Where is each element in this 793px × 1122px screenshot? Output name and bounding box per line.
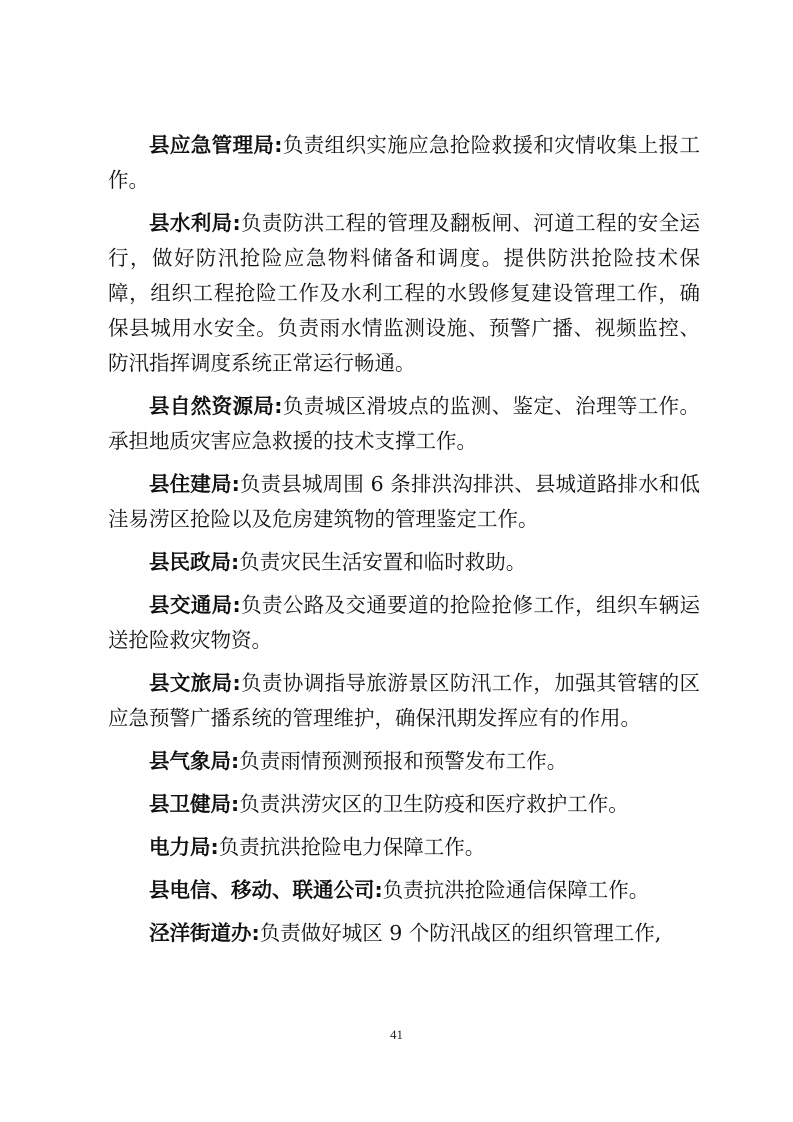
paragraph-text: 负责协调指导旅游景区防汛工作，加强其管辖的区应急预警广播系统的管理维护，确保汛期发挥应有的作用。 bbox=[108, 671, 701, 730]
paragraph-culture-tourism bbox=[108, 666, 700, 736]
paragraph-text: 负责灾民生活安置和临时救助。 bbox=[239, 550, 527, 574]
paragraph-emergency-management bbox=[108, 128, 700, 198]
org-name: 县民政局: bbox=[149, 550, 240, 574]
paragraph-text: 负责洪涝灾区的卫生防疫和医疗救护工作。 bbox=[239, 792, 629, 816]
org-name: 县自然资源局: bbox=[149, 394, 283, 418]
paragraph-housing-construction bbox=[108, 467, 700, 537]
org-name: 县应急管理局: bbox=[149, 133, 283, 157]
org-name: 电力局: bbox=[149, 835, 219, 859]
document-body bbox=[108, 128, 700, 959]
org-name: 泾洋街道办: bbox=[149, 921, 260, 945]
paragraph-text: 负责组织实施应急抢险救援和灾情收集上报工作。 bbox=[108, 133, 701, 192]
paragraph-text: 负责防洪工程的管理及翻板闸、河道工程的安全运行，做好防汛抢险应急物料储备和调度。提供防洪抢险技术保障，组织工程抢险工作及水利工程的水毁修复建设管理工作，确保县城用水安全。负责雨水情监测设施、预警广播、视频监控、防汛指挥调度系统正常运行畅通。 bbox=[108, 211, 701, 375]
paragraph-text: 负责城区滑坡点的监测、鉴定、治理等工作。承担地质灾害应急救援的技术支撑工作。 bbox=[108, 394, 701, 453]
paragraph-power bbox=[108, 830, 700, 865]
org-name: 县卫健局: bbox=[149, 792, 240, 816]
org-name: 县交通局: bbox=[149, 593, 241, 617]
paragraph-text: 负责抗洪抢险电力保障工作。 bbox=[218, 835, 486, 859]
paragraph-meteorology bbox=[108, 744, 700, 779]
org-name: 县水利局: bbox=[149, 211, 241, 235]
org-name: 县住建局: bbox=[149, 472, 240, 496]
paragraph-civil-affairs bbox=[108, 545, 700, 580]
page-number: 41 bbox=[390, 1027, 403, 1042]
org-name: 县文旅局: bbox=[149, 671, 241, 695]
paragraph-water-resources bbox=[108, 206, 700, 381]
paragraph-text: 负责做好城区 9 个防汛战区的组织管理工作, bbox=[259, 921, 662, 945]
paragraph-text: 负责雨情预测预报和预警发布工作。 bbox=[239, 749, 568, 773]
org-name: 县电信、移动、联通公司: bbox=[149, 878, 383, 902]
paragraph-text: 负责公路及交通要道的抢险抢修工作，组织车辆运送抢险救灾物资。 bbox=[108, 593, 701, 652]
paragraph-text: 负责县城周围 6 条排洪沟排洪、县城道路排水和低洼易涝区抢险以及危房建筑物的管理鉴定工作。 bbox=[108, 472, 700, 531]
org-name: 县气象局: bbox=[149, 749, 240, 773]
paragraph-telecom bbox=[108, 873, 700, 908]
paragraph-text: 负责抗洪抢险通信保障工作。 bbox=[382, 878, 650, 902]
paragraph-natural-resources bbox=[108, 389, 700, 459]
paragraph-subdistrict-office bbox=[108, 916, 700, 951]
paragraph-transportation bbox=[108, 588, 700, 658]
paragraph-health bbox=[108, 787, 700, 822]
